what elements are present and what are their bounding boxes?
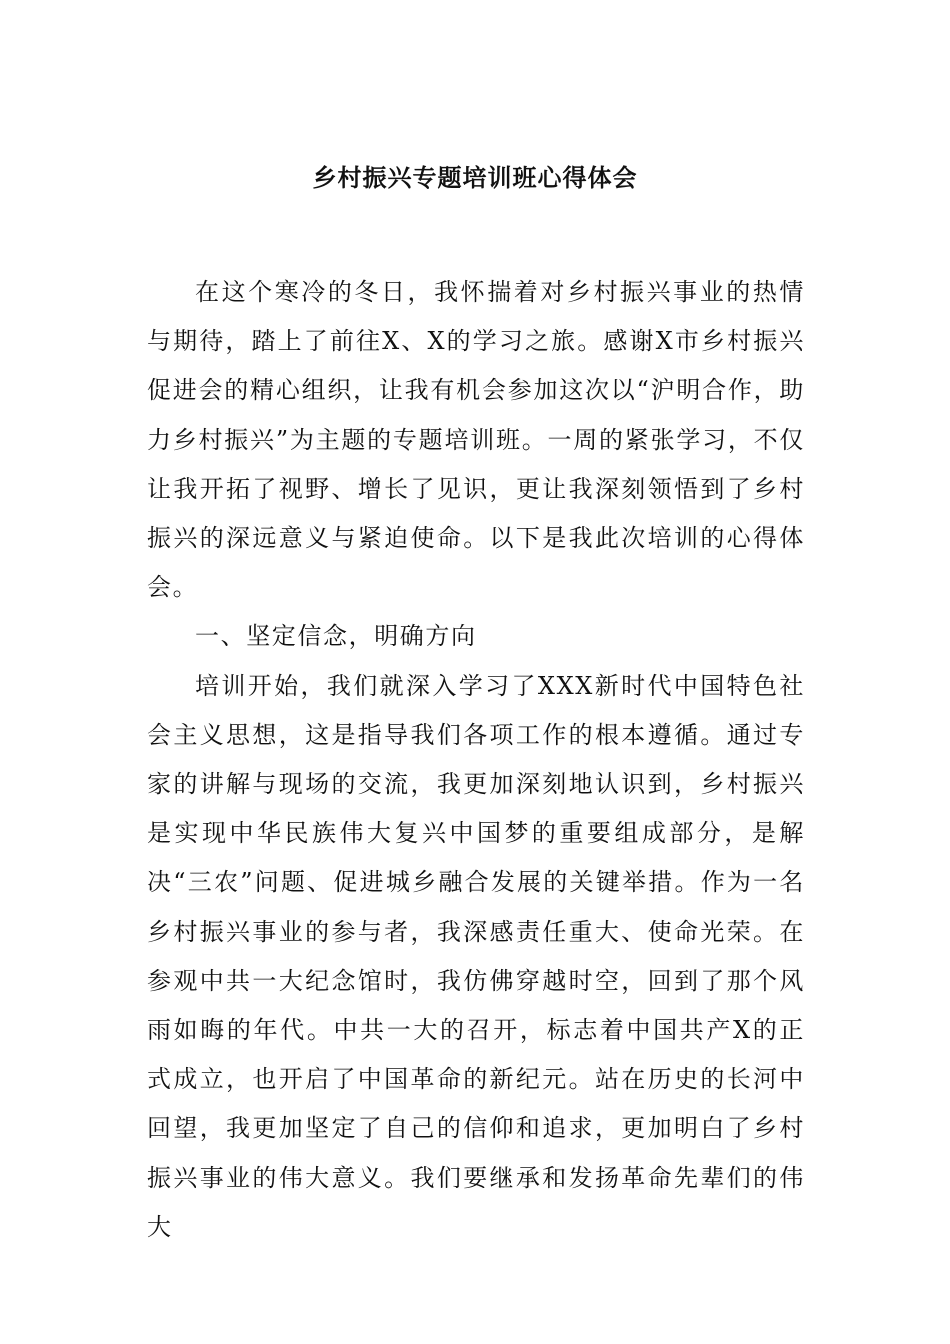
section-heading-1: 一、坚定信念，明确方向 xyxy=(195,622,477,651)
document-body xyxy=(147,268,805,1252)
document-title: 乡村振兴专题培训班心得体会 xyxy=(312,163,638,192)
paragraph-intro: 在这个寒冷的冬日，我怀揣着对乡村振兴事业的热情与期待，踏上了前往X、X的学习之旅。感谢X市乡村振兴促进会的精心组织，让我有机会参加这次以“沪明合作，助力乡村振兴”为主题的专题培训班。一周的紧张学习，不仅让我开拓了视野、增长了见识，更让我深刻领悟到了乡村振兴的深远意义与紧迫使命。以下是我此次培训的心得体会。 xyxy=(147,278,805,602)
paragraph-section-1: 培训开始，我们就深入学习了XXX新时代中国特色社会主义思想，这是指导我们各项工作的根本遵循。通过专家的讲解与现场的交流，我更加深刻地认识到，乡村振兴是实现中华民族伟大复兴中国梦的重要组成部分，是解决“三农”问题、促进城乡融合发展的关键举措。作为一名乡村振兴事业的参与者，我深感责任重大、使命光荣。在参观中共一大纪念馆时，我仿佛穿越时空，回到了那个风雨如晦的年代。中共一大的召开，标志着中国共产X的正式成立，也开启了中国革命的新纪元。站在历史的长河中回望，我更加坚定了自己的信仰和追求，更加明白了乡村振兴事业的伟大意义。我们要继承和发扬革命先辈们的伟大 xyxy=(147,671,805,1241)
